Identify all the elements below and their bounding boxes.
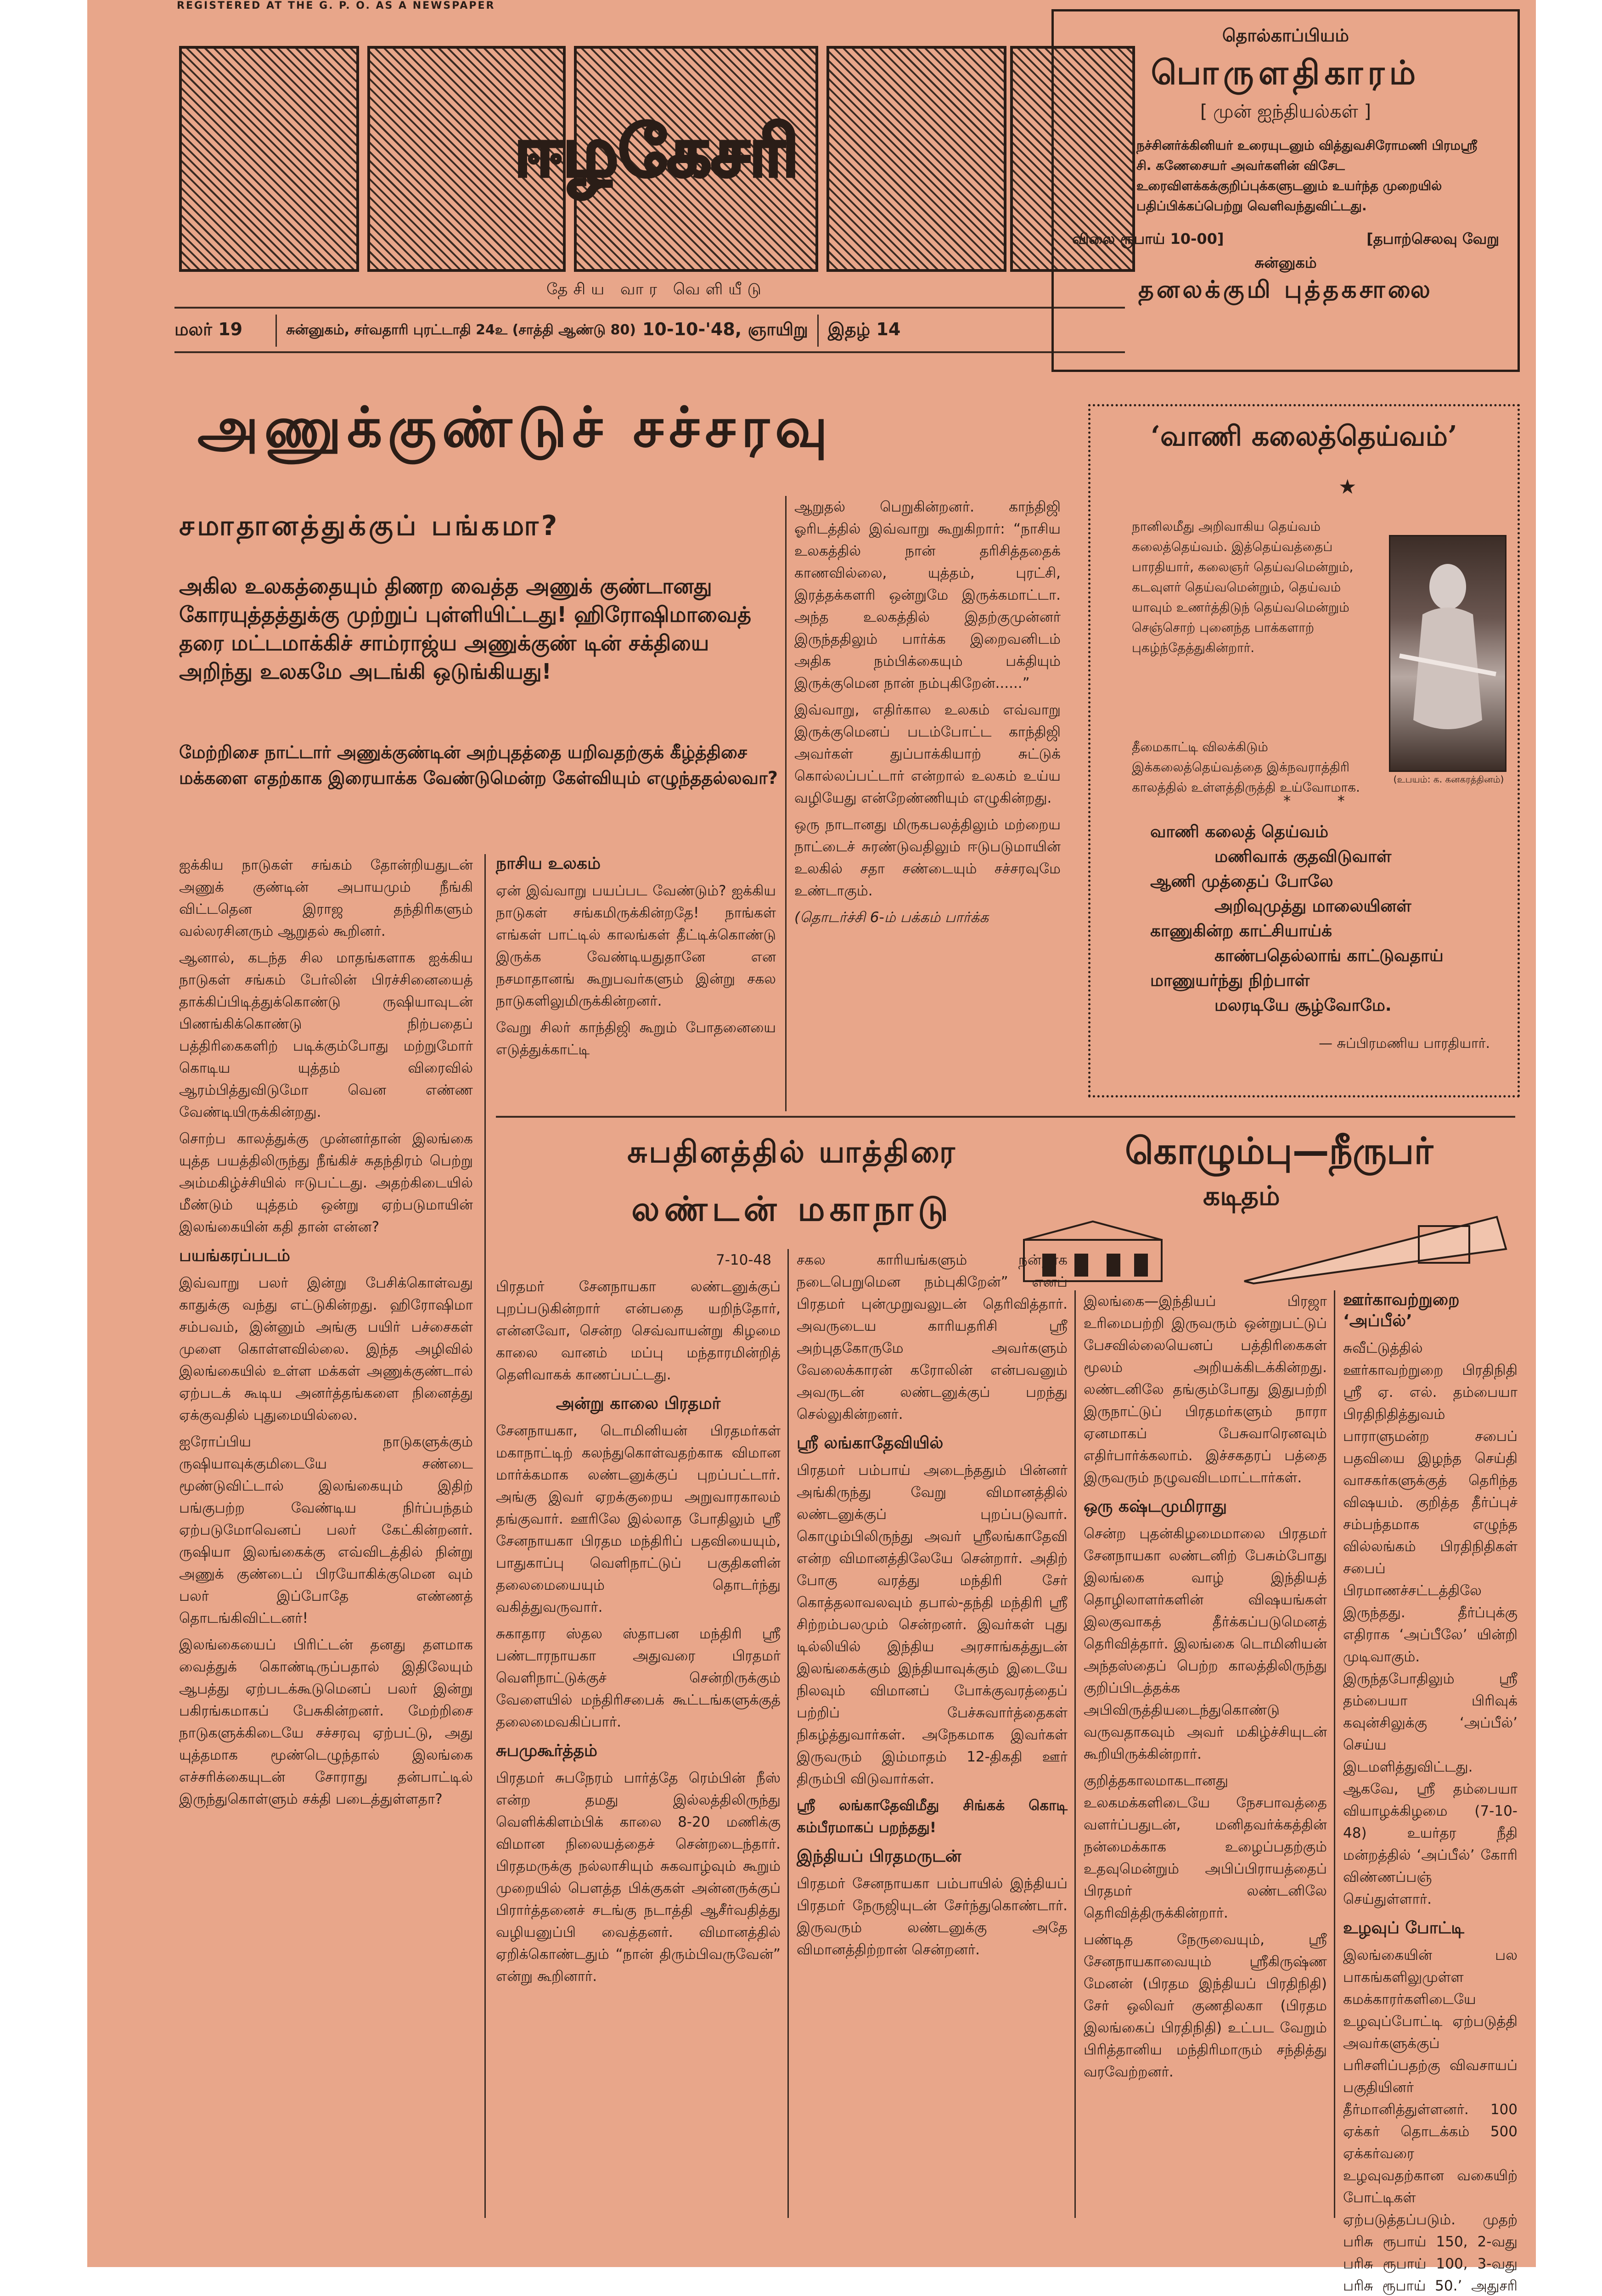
- lead-column-3: [794, 496, 1061, 1111]
- banner-top-text: கொழும்பு—நீருபர்: [1125, 1130, 1433, 1172]
- subheading-that-morning: அன்று காலை பிரதமர்: [556, 1394, 721, 1413]
- travel-kicker: சுபதினத்தில் யாத்திரை: [627, 1134, 957, 1170]
- travel-col3-p2: சென்ற புதன்கிழமைமாலை பிரதமர் சேனநாயகா லண்டனிற் பேசும்போது இலங்கை வாழ் இந்தியத் தொழிலாளர்களின் விஷயங்கள் இலகுவாகத் தீர்க்கப்படுமெனத் தெரிவித்தார். இலங்கை டொமினியன் அந்தஸ்தைப் பெற்ற காலத்திலிருந்து குறிப்பிடத்தக்க அபிவிருத்தியடைந்துகொண்டு வருவதாகவும் அவர் மகிழ்ச்சியுடன் கூறியிருக்கின்றார்.: [1084, 1525, 1327, 1762]
- masthead-tagline: தேசிய வார வெளியீடு: [546, 280, 767, 298]
- travel-column-3: [1084, 1290, 1327, 2218]
- ad-body: நச்சினர்க்கினியர் உரையுடனும் வித்துவசிரோமணி பிரமஸ்ரீ சி. கணேசையர் அவர்களின் விசேட உரைவிளக்கக்குறிப்புக்களுடனும் உயர்ந்த முறையில் பதிப்பிக்கப்பெற்று வெளிவந்துவிட்டது.: [1136, 138, 1478, 214]
- ad-place: சுன்னுகம்: [1254, 254, 1317, 271]
- asterisk-divider: * *: [1283, 792, 1345, 810]
- lead-col3-p3: ஒரு நாடானது மிருகபலத்திலும் மற்றைய நாட்டைச் சுரண்டுவதிலும் ஈடுபடுமாயின் உலகில் சதா சண்டையும் சச்சரவுமே உண்டாகும்.: [794, 816, 1061, 899]
- travel-col1-p2: சேனநாயகா, டொமினியன் பிரதமர்கள் மகாநாட்டிற் கலந்துகொள்வதற்காக விமான மார்க்கமாக லண்டனுக்குப் புறப்பட்டார். அங்கு இவர் ஏறக்குறைய அறுவாரகாலம் தங்குவார். ஊரிலே இல்லாத போதிலும் ஸ்ரீ சேனநாயகா பிரதம மந்திரிப் பதவியையும், பாதுகாப்பு வெளிநாட்டுப் பகுதிகளின் தலைமையையும் தொடர்ந்து வகித்துவருவார்.: [496, 1423, 781, 1615]
- subheading-kayts-appeal: ஊர்காவற்றுறை ‘அப்பீல்’: [1343, 1290, 1460, 1330]
- poem-line-4: அறிவுமுத்து மாலையினள்: [1214, 897, 1411, 916]
- subheading-sri-lankadevi: ஸ்ரீ லங்காதேவியில்: [797, 1434, 944, 1452]
- deity-figure-icon: [1390, 536, 1505, 771]
- ad-seller: தனலக்குமி புத்தகசாலை: [1138, 276, 1433, 304]
- vani-paragraph-1: நானிலமீது அறிவாகிய தெய்வம் கலைத்தெய்வம். இத்தெய்வத்தைப் பாரதியார், கலைஞர் தெய்வமென்றும், கடவுளர் தெய்வமென்றும், தெய்வம் யாவும் உணர்த்திடுந் தெய்வமென்றும் செஞ்சொற் புனைந்த பாக்களாற் புகழ்ந்தேத்துகின்றார்.: [1132, 519, 1354, 655]
- travel-col1-p3: சுகாதார ஸ்தல ஸ்தாபன மந்திரி ஸ்ரீ பண்டாரநாயகா அதுவரை பிரதமர் வெளிநாட்டுக்குச் சென்றிருக்கும் வேளையில் மந்திரிசபைக் கூட்டங்களுக்குத் தலைமைவகிப்பார்.: [496, 1626, 781, 1730]
- subheading-nazi-world: நாசிய உலகம்: [496, 854, 601, 873]
- travel-col1-p1: பிரதமர் சேனநாயகா லண்டனுக்குப் புறப்படுகின்றார் என்பதை யறிந்தோர், என்னவோ, சென்ற செவ்வாயன்று கிழமை காலை வானம் மப்பு மந்தாரமின்றித் தெளிவாகக் காணப்பட்டது.: [496, 1278, 781, 1383]
- lead-column-2: [496, 854, 776, 1111]
- lead-col1-p3: சொற்ப காலத்துக்கு முன்னர்தான் இலங்கை யுத்த பயத்திலிருந்து நீங்கிச் சுதந்திரம் பெற்று அம்மகிழ்ச்சியில் ஈடுபட்டது. அதற்கிடையில் மீண்டும் யுத்தம் ஒன்று ஏற்படுமாயின் இலங்கையின் கதி தான் என்ன?: [179, 1131, 473, 1235]
- poem-line-8: மலரடியே சூழ்வோமே.: [1214, 996, 1392, 1015]
- travel-col1-p4: பிரதமர் சுபநேரம் பார்த்தே ரெம்பின் நீஸ் என்ற தமது இல்லத்திலிருந்து வெளிக்கிளம்பிக் காலை 8-20 மணிக்கு விமான நிலையத்தைச் சென்றடைந்தார். பிரதமருக்கு நல்லாசியும் சுகவாழ்வும் கூறும் முறையில் பௌத்த பிக்குகள் அன்னருக்குப் பிரார்த்தனைச் சடங்கு நடாத்தி ஆசீர்வதித்து வழியனுப்பி வைத்தனர். விமானத்தில் ஏறிக்கொண்டதும் “நான் திரும்பிவருவேன்” என்று கூறினார்.: [496, 1770, 781, 1985]
- poet-credit: — சுப்பிரமணிய பாரதியார்.: [1319, 1035, 1490, 1052]
- newspaper-page: [87, 0, 1536, 2294]
- photo-credit: (உபயம்: க. கனகரத்தினம்): [1393, 774, 1504, 785]
- vani-box: [1088, 404, 1520, 1097]
- continued-note: (தொடர்ச்சி 6-ம் பக்கம் பார்க்க: [794, 909, 989, 926]
- issue-number: இதழ் 14: [827, 319, 901, 339]
- travel-col2-p3: ஸ்ரீ லங்காதேவிமீது சிங்கக் கொடி கம்பீரமாகப் பறந்தது!: [797, 1797, 1068, 1836]
- lead-column-1: [179, 854, 473, 2218]
- lead-question: மேற்றிசை நாட்டார் அணுக்குண்டின் அற்புதத்தை யறிவதற்குக் கீழ்த்திசை மக்களை எதற்காக இரையாக்க வேண்டுமென்ற கேள்வியும் எழுந்ததல்லவா?: [179, 742, 778, 788]
- travel-col3-p4: பண்டித நேருவையும், ஸ்ரீ சேனநாயகாவையும் ஸ்ரீகிருஷ்ண மேனன் (பிரதம இந்தியப் பிரதிநிதி) சேர் ஒலிவர் குணதிலகா (பிரதம இலங்கைப் பிரதிநிதி) உட்பட வேறும் பிரித்தானிய மந்திரிமாரும் சந்தித்து வரவேற்றனர்.: [1084, 1931, 1327, 2080]
- vani-poem: [1150, 820, 1472, 1018]
- colombo-correspondent-banner: [1015, 1130, 1511, 1286]
- subheading-auspicious-time: சுபமுகூர்த்தம்: [496, 1741, 598, 1760]
- travel-col2-p2: பிரதமர் பம்பாய் அடைந்ததும் பின்னர் அங்கிருந்து வேறு விமானத்தில் லண்டனுக்குப் புறப்படுவார். கொழும்பிலிருந்து அவர் ஸ்ரீலங்காதேவி என்ற விமானத்திலேயே சென்றார். அதிற் போகு வரத்து மந்திரி சேர் கொத்தலாவலவும் தபால்-தந்தி மந்திரி ஸ்ரீ சிற்றம்பலமும் சென்றனர். இவர்கள் புது டில்லியில் இந்திய அரசாங்கத்துடன் இலங்கைக்கும் இந்தியாவுக்கும் இடையே நிலவும் விமானப் போக்குவரத்தைப் பற்றிப் பேச்சுவார்த்தைகள் நிகழ்த்துவார்கள். அநேகமாக இவர்கள் இருவரும் இம்மாதம் 12-திகதி ஊர் திரும்பி விடுவார்கள்.: [797, 1462, 1068, 1787]
- date: 10-10-'48, ஞாயிறு: [642, 319, 808, 339]
- lead-col1-p1: ஐக்கிய நாடுகள் சங்கம் தோன்றியதுடன் அணுக் குண்டின் அபாயமும் நீங்கி விட்டதென இராஜ தந்திரிகளும் வல்லரசினரும் ஆறுதல் கூறினர்.: [179, 857, 473, 940]
- place-date: சுன்னுகம், சர்வதாரி புரட்டாதி 24உ (சாத்தி ஆண்டு 80): [286, 321, 636, 338]
- travel-date: 7-10-48: [716, 1252, 771, 1268]
- ad-subtitle: [ முன் ஐந்தியல்கள் ]: [1200, 101, 1372, 122]
- dateline: [174, 312, 1125, 349]
- ad-price: விலை ரூபாய் 10-00]: [1072, 230, 1224, 248]
- travel-col2-p1: சகல காரியங்களும் நன்றாக நடைபெறுமென நம்புகிறேன்” எனப் பிரதமர் புன்முறுவலுடன் தெரிவித்தார். அவருடைய காரியதரிசி ஸ்ரீ அற்புதகோருமே அவர்களும் வேலைக்காரன் கரோலின் என்பவனும் அவருடன் லண்டனுக்குப் பறந்து செல்லுகின்றனர்.: [797, 1252, 1068, 1423]
- travel-col2-p4: பிரதமர் சேனநாயகா பம்பாயில் இந்தியப் பிரதமர் நேருஜியுடன் சேர்ந்துகொண்டார். இருவரும் லண்டனுக்கு அதே விமானத்திற்றான் சென்றனர்.: [797, 1875, 1068, 1958]
- poem-line-2: மணிவாக் குதவிடுவாள்: [1214, 847, 1392, 866]
- vani-paragraph-2: தீமைகாட்டி விலக்கிடும் இக்கலைத்தெய்வத்தை இக்நவராத்திரி காலத்தில் உள்ளத்திருத்தி உய்வோமாக.: [1132, 739, 1360, 795]
- travel-column-2: [797, 1249, 1068, 2218]
- lead-col1-p5: ஐரோப்பிய நாடுகளுக்கும் ருஷியாவுக்குமிடையே சண்டை மூண்டுவிட்டால் இலங்கையும் இதிற் பங்குபற்ற வேண்டிய நிர்ப்பந்தம் ஏற்படுமோவெனப் பலர் கேட்கின்றனர். ருஷியா இலங்கைக்கு எவ்விடத்தில் நின்று அணுக் குண்டைப் பிரயோகிக்குமென வும் பலர் இப்போதே எண்ணத் தொடங்கிவிட்டனர்!: [179, 1434, 473, 1626]
- lead-col2-p1: ஏன் இவ்வாறு பயப்பட வேண்டும்? ஐக்கிய நாடுகள் சங்கமிருக்கின்றதே! நாங்கள் எங்கள் பாட்டில் காலங்கள் தீட்டிக்கொண்டு இருக்க வேண்டியதுதானே என நசமாதானங் கூறுபவர்களும் இன்று சகல நாடுகளிலுமிருக்கின்றனர்.: [496, 883, 776, 1009]
- poem-line-1: வாணி கலைத் தெய்வம்: [1150, 822, 1329, 841]
- lead-col3-p1: ஆறுதல் பெறுகின்றனர். காந்திஜி ஓரிடத்தில் இவ்வாறு கூறுகிறார்: “நாசிய உலகத்தில் நான் தரிசித்ததைக் காணவில்லை, யுத்தம், புரட்சி, இரத்தக்களரி ஒன்றுமே இருக்கமாட்டா. அந்த உலகத்தில் இதற்குமுன்னர் இருந்ததிலும் பார்க்க இறைவனிடம் அதிக நம்பிக்கையும் பக்தியும் இருக்குமென நான் நம்புகிறேன்......”: [794, 499, 1061, 692]
- subheading-indian-pm: இந்தியப் பிரதமருடன்: [797, 1847, 961, 1866]
- travel-col3-p1: இலங்கை—இந்தியப் பிரஜா உரிமைபற்றி இருவரும் ஒன்றுபட்டுப் பேசவில்லையெனப் பத்திரிகைகள் மூலம் அறியக்கிடக்கின்றது. லண்டனிலே தங்கும்போது இதுபற்றி இருநாட்டுப் பிரதமர்களும் நாரா ஏனமாகப் பேசுவாரெனவும் எதிர்பார்க்கலாம். இச்சகதரப் பத்தை இருவரும் நழுவவிடமாட்டார்கள்.: [1084, 1293, 1327, 1486]
- lead-col1-p2: ஆனால், கடந்த சில மாதங்களாக ஐக்கிய நாடுகள் சங்கம் பேர்லின் பிரச்சினையைத் தாக்கிப்பிடித்துக்கொண்டு ருஷியாவுடன் பிணங்கிக்கொண்டு நிற்பதைப் பத்திரிகைகளிற் படிக்கும்போது மற்றுமோர் கொடிய யுத்தம் விரைவில் ஆரம்பித்துவிடுமோ வென எண்ண வேண்டியிருக்கின்றது.: [179, 950, 473, 1120]
- subheading-no-difficulty: ஒரு கஷ்டமுமிராது: [1084, 1497, 1227, 1516]
- travel-col3-p3: குறித்தகாலமாகடானது உலகமக்களிடையே நேசபாவத்தை வளர்ப்பதுடன், மனிதவர்க்கத்தின் நன்மைக்காக உழைப்பதற்கும் உதவுமென்றும் அபிப்பிராயத்தைப் பிரதமர் லண்டனிலே தெரிவித்திருக்கின்றார்.: [1084, 1773, 1327, 1921]
- masthead-title: ஈழகேசரி: [514, 111, 799, 192]
- travel-column-1: [496, 1249, 781, 2218]
- travel-headline: லண்டன் மகாநாடு: [631, 1189, 953, 1229]
- poem-line-6: காண்பதெல்லாங் காட்டுவதாய்: [1214, 946, 1444, 965]
- lead-col2-p2: வேறு சிலர் காந்திஜி கூறும் போதனையை எடுத்துக்காட்டி: [496, 1019, 776, 1058]
- right-col-p1: சுவீட்டுத்தில் ஊர்காவற்றுறை பிரதிநிதி ஸ்ரீ ஏ. எல். தம்பையா பிரதிநிதித்துவம் பாராளுமன்ற சபைப் பதவியை இழந்த செய்தி வாசகர்களுக்குத் தெரிந்த விஷயம். குறித்த தீர்ப்புச் சம்பந்தமாக எழுந்த வில்லங்கம் பிரதிநிதிகள் சபைப் பிரமாணச்சட்டத்திலே இருந்தது. தீர்ப்புக்கு எதிராக ‘அப்பீலே’ யின்றி முடிவாகும். இருந்தபோதிலும் ஸ்ரீ தம்பையா பிரிவுக் கவுன்சிலுக்கு ‘அப்பீல்’ செய்ய இடமளித்துவிட்டது. ஆகவே, ஸ்ரீ தம்பையா வியாழக்கிழமை (7-10-48) உயர்தர நீதி மன்றத்தில் ‘அப்பீல்’ கோரி விண்ணப்பஞ் செய்துள்ளார்.: [1343, 1340, 1518, 1908]
- lead-intro: அகில உலகத்தையும் திணற வைத்த அணுக் குண்டானது கோரயுத்தத்துக்கு முற்றுப் புள்ளியிட்டது! ஹிரோஷிமாவைத் தரை மட்டமாக்கிச் சாம்ராஜ்ய அணுக்குண் டின் சக்தியை அறிந்து உலகமே அடங்கி ஒடுங்கியது!: [179, 574, 752, 684]
- lead-kicker: சமாதானத்துக்குப் பங்கமா?: [179, 510, 560, 542]
- vani-title: ‘வாணி கலைத்தெய்வம்’: [1151, 420, 1457, 452]
- ad-title: பொருளதிகாரம்: [1151, 53, 1421, 92]
- poem-line-3: ஆணி முத்தைப் போலே: [1150, 872, 1333, 891]
- subheading-ploughing-contest: உழவுப் போட்டி: [1343, 1919, 1464, 1937]
- right-col-p2: இலங்கையின் பல பாகங்களிலுமுள்ள கமக்காரர்களிடையே உழவுப்போட்டி ஏற்படுத்தி அவர்களுக்குப் பரிசளிப்பதற்கு விவசாயப் பகுதியினர் தீர்மானித்துள்ளனர். 100 ஏக்கர் தொடக்கம் 500 ஏக்கர்வரை உழவுவதற்கான வகையிற் போட்டிகள் ஏற்படுத்தப்படும். முதற் பரிசு ரூபாய் 150, 2-வது பரிசு ரூபாய் 100, 3-வது பரிசு ரூபாய் 50.’ அதுசரி: [1343, 1947, 1518, 2294]
- ad-postage: [தபாற்செலவு வேறு: [1366, 230, 1499, 248]
- registration-line: REGISTERED AT THE G. P. O. AS A NEWSPAPER: [177, 0, 495, 11]
- building-envelope-icon: [1015, 1212, 1511, 1286]
- saraswati-image: [1389, 535, 1506, 772]
- poem-line-5: காணுகின்ற காட்சியாய்க்: [1150, 922, 1332, 940]
- lead-col1-p4: இவ்வாறு பலர் இன்று பேசிக்கொள்வது காதுக்கு வந்து எட்டுகின்றது. ஹிரோஷிமா சம்பவம், இன்னும் அங்கு பயிர் பச்சைகள் முளை கொள்ளவில்லை. இந்த அழிவில் இலங்கையில் உள்ள மக்கள் அணுக்குண்டால் ஏற்படக் கூடிய அனர்த்தங்களை நினைத்து ஏக்குவதில் புதுமையில்லை.: [179, 1275, 473, 1424]
- lead-headline: அணுக்குண்டுச் சச்சரவு: [197, 395, 833, 460]
- star-icon: ★: [1338, 475, 1357, 499]
- ad-series: தொல்காப்பியம்: [1222, 25, 1349, 45]
- lead-col1-p6: இலங்கையைப் பிரிட்டன் தனது தளமாக வைத்துக் கொண்டிருப்பதால் இதிலேயும் ஆபத்து ஏற்படக்கூடுமெனப் பலர் இன்று பகிரங்கமாகப் பேசுகின்றனர். மேற்றிசை நாடுகளுக்கிடையே சச்சரவு ஏற்பட்டு, அது யுத்தமாக மூண்டெழுந்தால் இலங்கை எச்சரிக்கையுடன் சோராது தன்பாட்டில் இருந்துகொள்ளும் சக்தி படைத்துள்ளதா?: [179, 1637, 473, 1807]
- lead-col3-p2: இவ்வாறு, எதிர்கால உலகம் எவ்வாறு இருக்குமெனப் படம்போட்ட காந்திஜி அவர்கள் துப்பாக்கியாற் சுட்டுக் கொல்லப்பட்டார் என்றால் உலகம் உய்ய வழியேது என்றேண்ணியும் எழுகின்றது.: [794, 702, 1061, 806]
- banner-bottom-text: கடிதம்: [1203, 1180, 1280, 1211]
- right-column: [1343, 1290, 1518, 2294]
- poem-line-7: மாணுயர்ந்து நிற்பாள்: [1150, 971, 1310, 990]
- subheading-terror-picture: பயங்கரப்படம்: [179, 1246, 291, 1265]
- masthead: [179, 14, 1134, 308]
- volume-number: மலர் 19: [174, 319, 243, 339]
- book-advertisement: [1051, 9, 1520, 372]
